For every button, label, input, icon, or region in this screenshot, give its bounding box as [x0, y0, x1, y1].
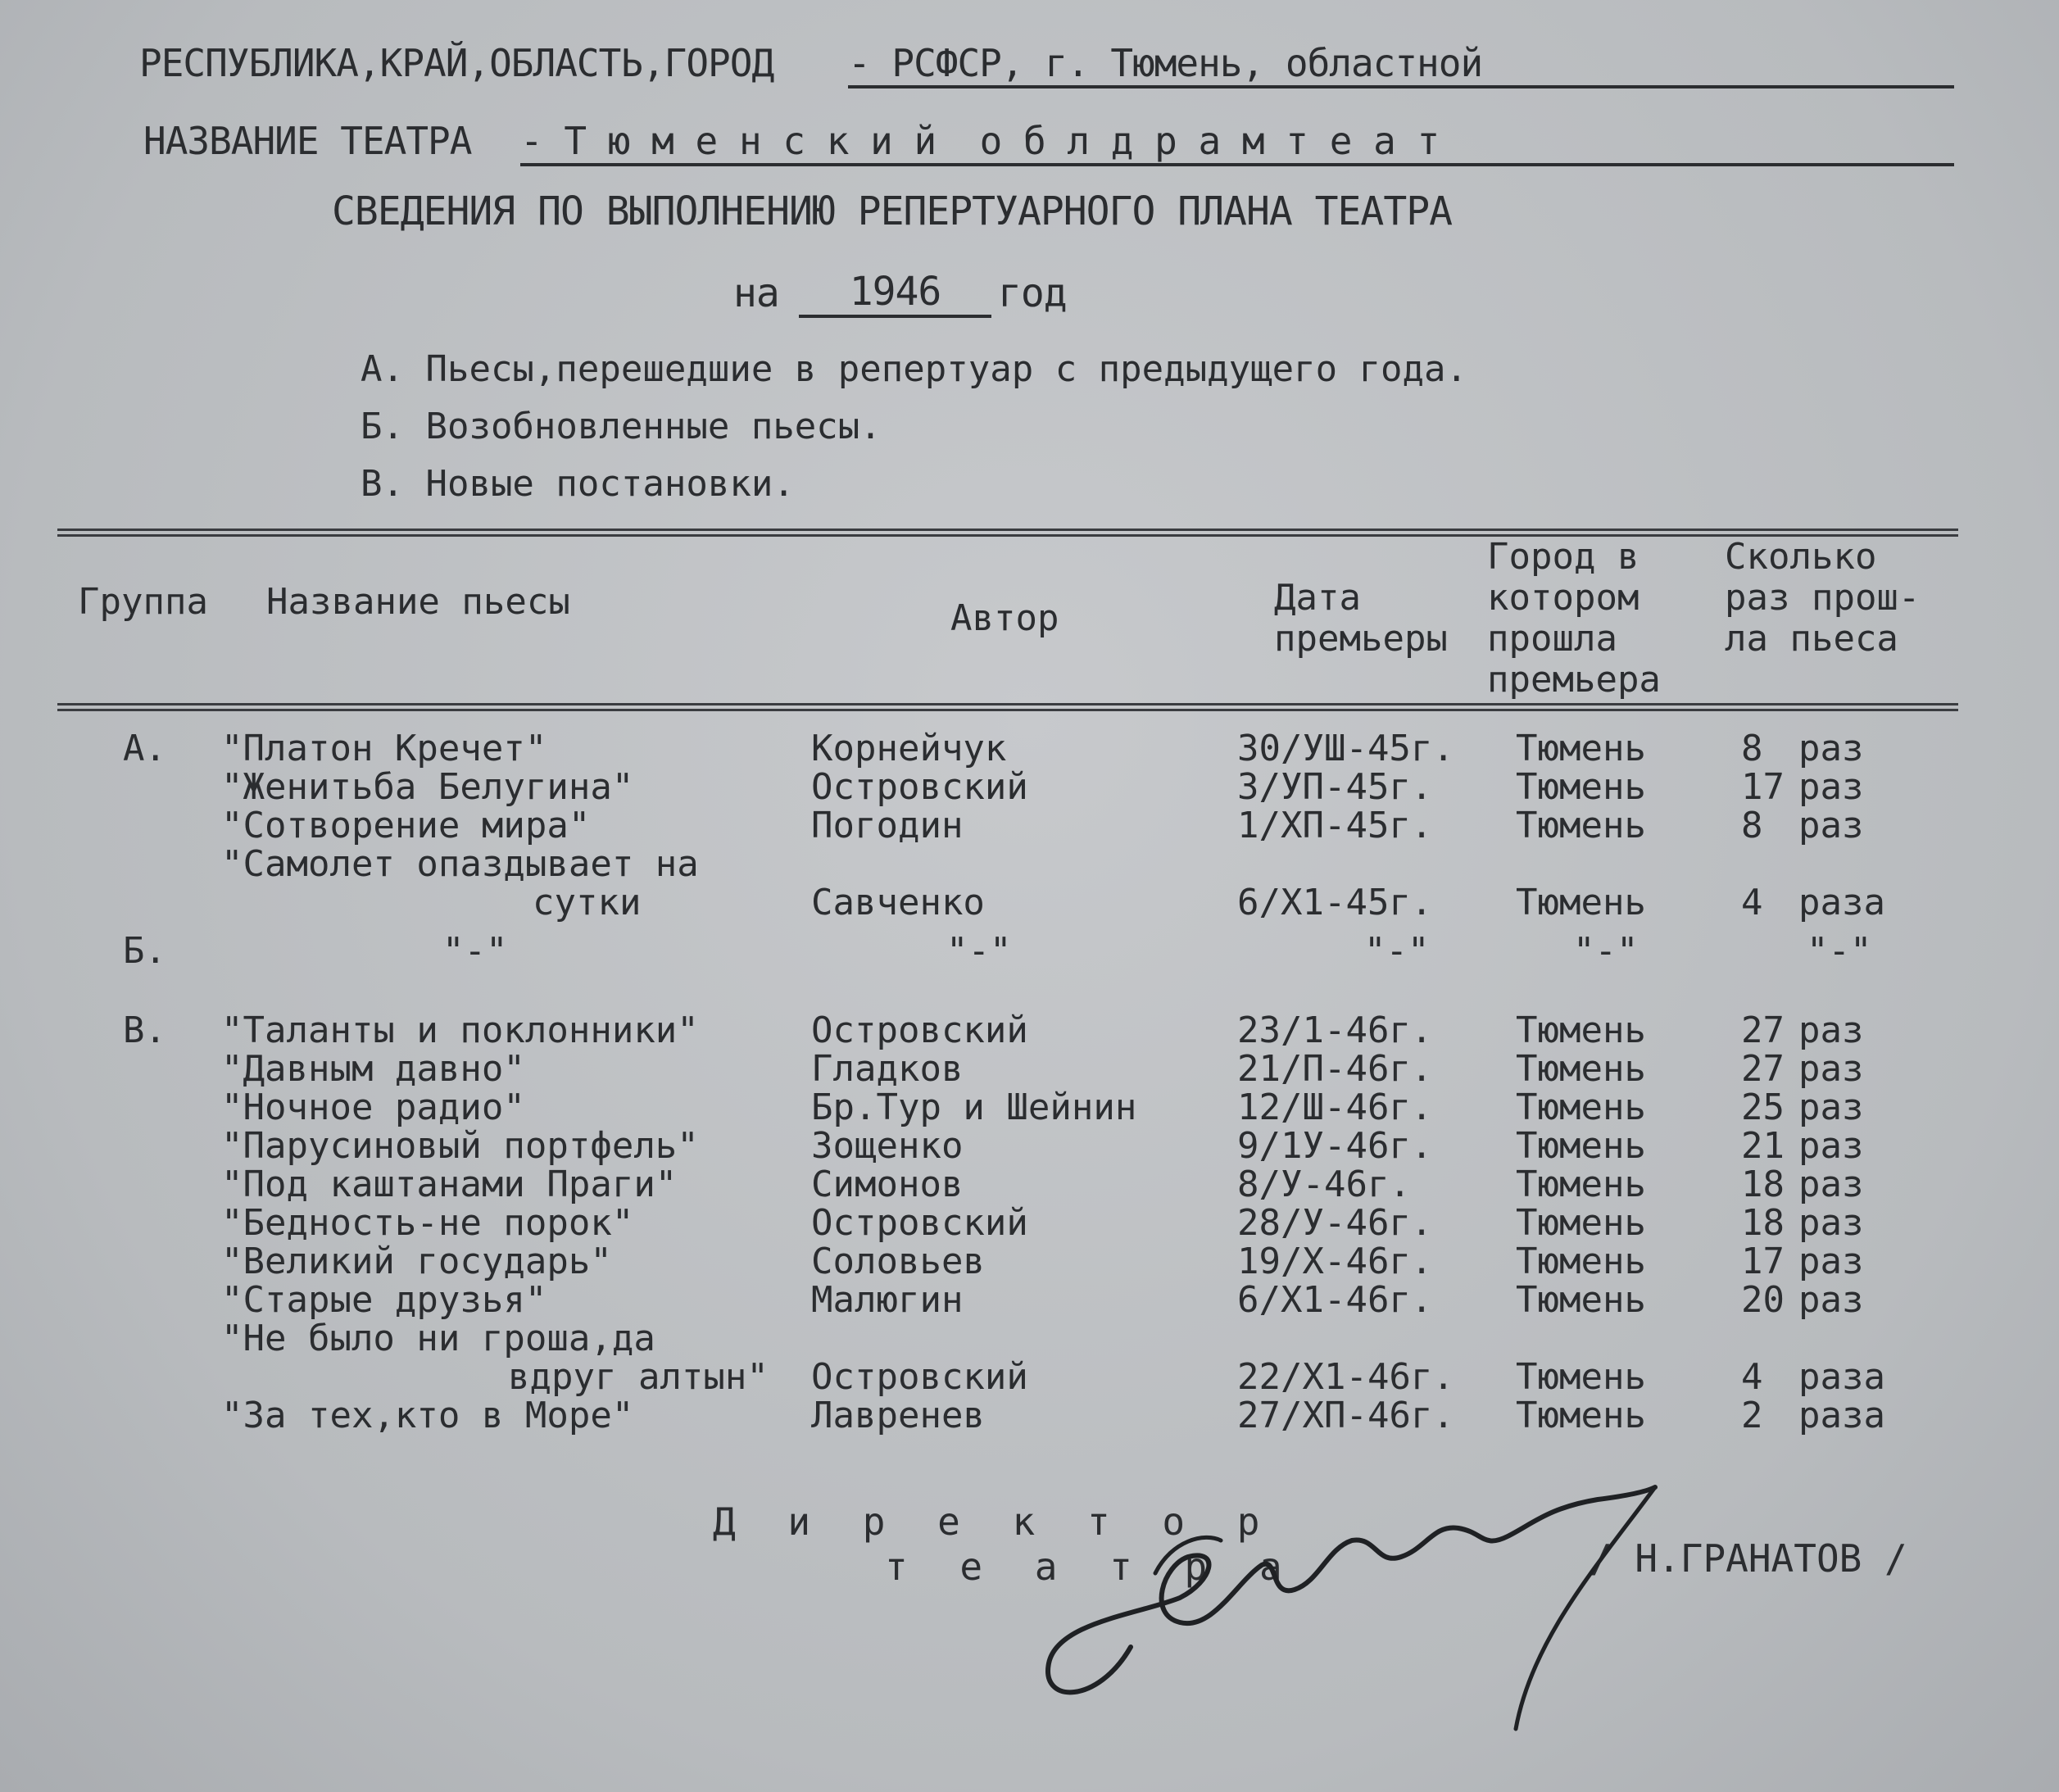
row-date: 22/Х1-46г. [1237, 1356, 1454, 1398]
row-author: Островский [811, 1202, 1028, 1244]
col-author-header: Автор [950, 597, 1059, 639]
row-city: Тюмень [1516, 1009, 1646, 1051]
row-title: "Ночное радио" [221, 1087, 525, 1128]
row-count: 27 [1741, 1048, 1785, 1090]
region-label: РЕСПУБЛИКА,КРАЙ,ОБЛАСТЬ,ГОРОД [139, 41, 774, 85]
row-count: 17 [1741, 1241, 1785, 1282]
row-author: Островский [811, 1356, 1028, 1398]
row-unit: раз [1798, 1125, 1864, 1167]
row-date: "-" [1364, 930, 1430, 972]
row-count: 27 [1741, 1009, 1785, 1051]
signature-name: / Н.ГРАНАТОВ / [1590, 1536, 1907, 1581]
row-count: 4 [1741, 882, 1763, 923]
legend-item-b: Б. Возобновленные пьесы. [361, 406, 882, 447]
col-date-header: Дата премьеры [1274, 577, 1448, 660]
row-date: 6/Х1-46г. [1237, 1279, 1433, 1321]
row-city: Тюмень [1516, 728, 1646, 769]
legend-item-a: А. Пьесы,перешедшие в репертуар с предыдущего года. [361, 348, 1468, 390]
row-count: 17 [1741, 766, 1785, 808]
row-date: 23/1-46г. [1237, 1009, 1433, 1051]
row-title-cont: сутки [533, 882, 642, 923]
row-city: Тюмень [1516, 766, 1646, 808]
row-author: Погодин [811, 805, 964, 846]
theatre-value: - Т ю м е н с к и й о б л д р а м т е а т [520, 119, 1954, 166]
row-title: "Под каштанами Праги" [221, 1164, 678, 1205]
row-title: "Давным давно" [221, 1048, 525, 1090]
row-city: "-" [1573, 930, 1639, 972]
row-count: 8 [1741, 805, 1763, 846]
row-city: Тюмень [1516, 1356, 1646, 1398]
row-count: 18 [1741, 1164, 1785, 1205]
row-author: Соловьев [811, 1241, 985, 1282]
row-date: 9/1У-46г. [1237, 1125, 1433, 1167]
row-author: Островский [811, 1009, 1028, 1051]
row-city: Тюмень [1516, 1164, 1646, 1205]
row-title: "Парусиновый портфель" [221, 1125, 699, 1167]
col-count-header: Сколько раз прош- ла пьеса [1725, 536, 1921, 660]
row-author: Симонов [811, 1164, 964, 1205]
col-title-header: Название пьесы [266, 581, 570, 623]
year-suffix: год [998, 270, 1067, 316]
row-unit: раз [1798, 1087, 1864, 1128]
row-title: "Женитьба Белугина" [221, 766, 634, 808]
row-unit: раза [1798, 1356, 1885, 1398]
row-date: 27/ХП-46г. [1237, 1395, 1454, 1436]
row-count: 4 [1741, 1356, 1763, 1398]
row-count: "-" [1807, 930, 1872, 972]
row-author: Савченко [811, 882, 985, 923]
row-title: "Таланты и поклонники" [221, 1009, 699, 1051]
year-value: 1946 [799, 269, 991, 318]
row-count: 18 [1741, 1202, 1785, 1244]
signature-title-line1: Д и р е к т о р [713, 1499, 1275, 1544]
row-title: "За тех,кто в Море" [221, 1395, 634, 1436]
row-city: Тюмень [1516, 1279, 1646, 1321]
row-count: 25 [1741, 1087, 1785, 1128]
row-date: 6/Х1-45г. [1237, 882, 1433, 923]
row-date: 3/УП-45г. [1237, 766, 1433, 808]
row-unit: раза [1798, 1395, 1885, 1436]
col-group-header: Группа [78, 581, 208, 623]
signature-title-line2: т е а т р а [885, 1545, 1297, 1589]
row-date: 30/УШ-45г. [1237, 728, 1454, 769]
row-title-cont: вдруг алтын" [508, 1356, 769, 1398]
row-unit: раз [1798, 1048, 1864, 1090]
row-city: Тюмень [1516, 805, 1646, 846]
row-city: Тюмень [1516, 882, 1646, 923]
row-date: 21/П-46г. [1237, 1048, 1433, 1090]
row-unit: раз [1798, 1202, 1864, 1244]
region-value: - РСФСР, г. Тюмень, областной [848, 41, 1954, 88]
theatre-label: НАЗВАНИЕ ТЕАТРА [143, 119, 472, 163]
row-unit: раз [1798, 1279, 1864, 1321]
row-date: 8/У-46г. [1237, 1164, 1411, 1205]
row-unit: раз [1798, 805, 1864, 846]
row-author: Островский [811, 766, 1028, 808]
row-unit: раза [1798, 882, 1885, 923]
row-group: А. [123, 728, 166, 769]
row-group: Б. [123, 930, 166, 972]
row-author: Гладков [811, 1048, 964, 1090]
row-author: Лавренев [811, 1395, 985, 1436]
row-count: 20 [1741, 1279, 1785, 1321]
legend-item-c: В. Новые постановки. [361, 463, 795, 505]
row-count: 21 [1741, 1125, 1785, 1167]
row-city: Тюмень [1516, 1125, 1646, 1167]
row-date: 19/Х-46г. [1237, 1241, 1433, 1282]
row-title: "Платон Кречет" [221, 728, 547, 769]
col-city-header: Город в котором прошла премьера [1487, 536, 1661, 701]
row-author: Корнейчук [811, 728, 1007, 769]
row-city: Тюмень [1516, 1048, 1646, 1090]
row-author: "-" [946, 930, 1012, 972]
row-title: "Не было ни гроша,да [221, 1318, 655, 1359]
row-title: "Самолет опаздывает на [221, 843, 699, 885]
row-city: Тюмень [1516, 1241, 1646, 1282]
table-top-rule [57, 529, 1958, 537]
row-author: Малюгин [811, 1279, 964, 1321]
row-author: Зощенко [811, 1125, 964, 1167]
row-group: В. [123, 1009, 166, 1051]
table-header-rule [57, 703, 1958, 711]
handwritten-signature-icon [1024, 1459, 1696, 1737]
row-count: 2 [1741, 1395, 1763, 1436]
row-unit: раз [1798, 766, 1864, 808]
row-title: "Старые друзья" [221, 1279, 547, 1321]
row-unit: раз [1798, 728, 1864, 769]
row-date: 12/Ш-46г. [1237, 1087, 1433, 1128]
row-unit: раз [1798, 1009, 1864, 1051]
row-date: 28/У-46г. [1237, 1202, 1433, 1244]
row-city: Тюмень [1516, 1395, 1646, 1436]
row-unit: раз [1798, 1164, 1864, 1205]
row-unit: раз [1798, 1241, 1864, 1282]
row-title: "Великий государь" [221, 1241, 612, 1282]
row-city: Тюмень [1516, 1087, 1646, 1128]
row-title: "Бедность-не порок" [221, 1202, 634, 1244]
year-prefix: на [733, 270, 779, 316]
document-title: СВЕДЕНИЯ ПО ВЫПОЛНЕНИЮ РЕПЕРТУАРНОГО ПЛАНА ТЕАТРА [332, 188, 1453, 234]
row-title: "Сотворение мира" [221, 805, 591, 846]
row-date: 1/ХП-45г. [1237, 805, 1433, 846]
row-author: Бр.Тур и Шейнин [811, 1087, 1137, 1128]
row-count: 8 [1741, 728, 1763, 769]
row-city: Тюмень [1516, 1202, 1646, 1244]
row-title: "-" [442, 930, 508, 972]
